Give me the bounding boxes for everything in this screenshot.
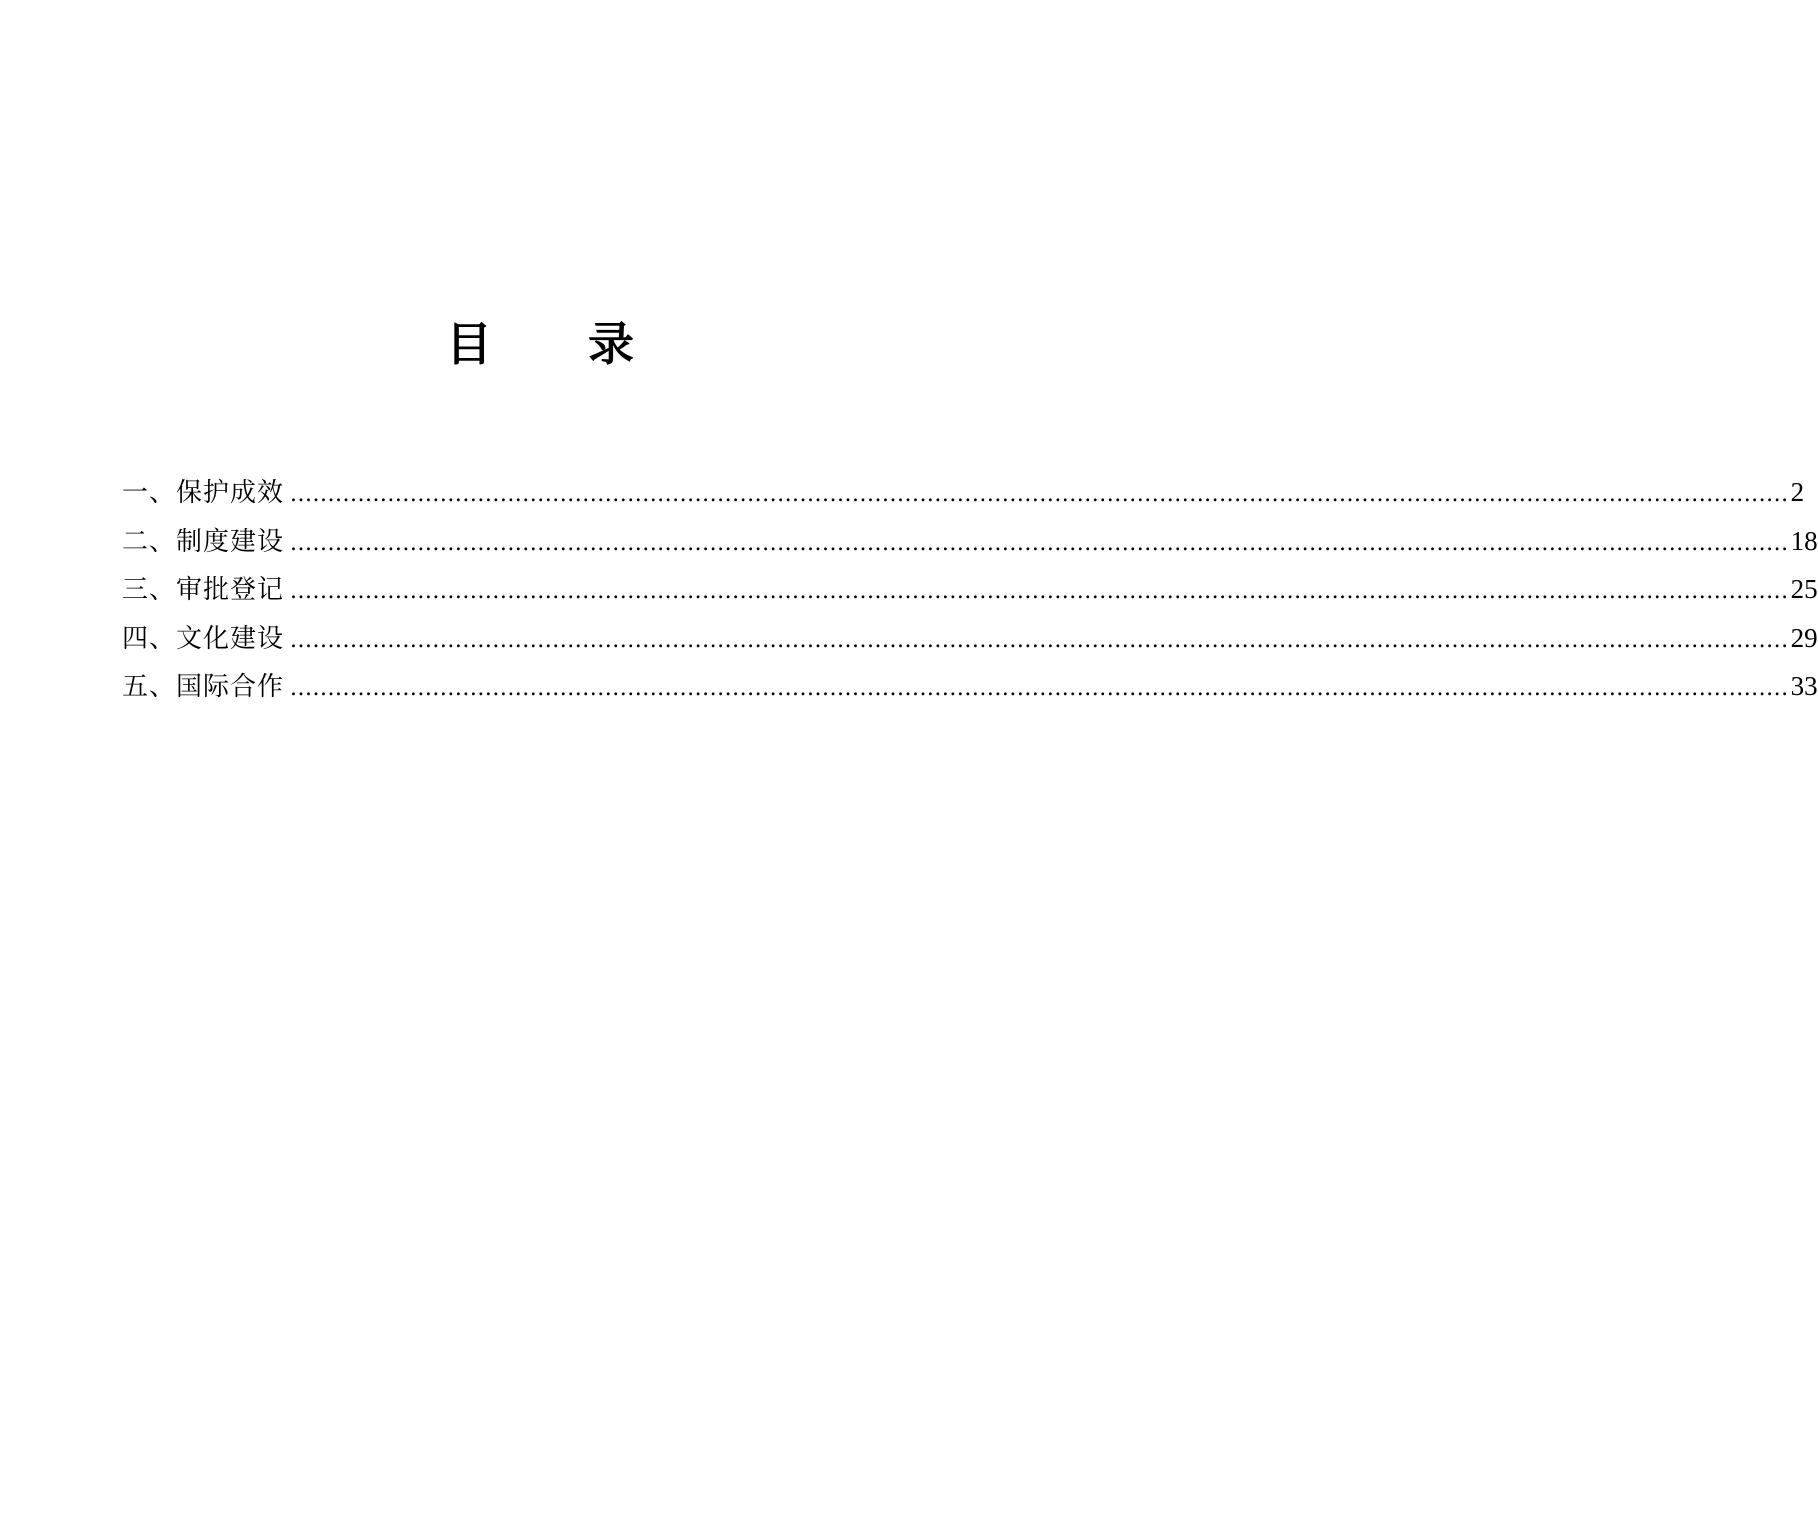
toc-entry-page: 29 [1790,622,1818,653]
toc-entry-page: 33 [1790,671,1818,701]
toc-entry-page: 25 [1790,574,1818,604]
toc-entry-label: 五、国际合作 [122,672,285,702]
toc-entry-4[interactable] [122,614,1818,663]
toc-entry-label: 三、审批登记 [122,575,285,605]
toc-leader-dots: ........................................................................................................................................................................................................ [290,627,1789,653]
toc-leader-dots: ........................................................................................................................................................................................................ [290,482,1789,507]
toc-entry-5[interactable] [122,662,1818,711]
toc-entry-1[interactable] [122,468,1805,517]
toc-entry-label: 四、文化建设 [122,623,285,654]
toc-entry-page: 18 [1790,525,1818,556]
toc-leader-dots: ........................................................................................................................................................................................................ [290,676,1789,701]
toc-entry-label: 二、制度建设 [122,526,285,557]
title-char-1: 目 [446,317,492,371]
toc-leader-dots: ........................................................................................................................................................................................................ [290,579,1789,604]
table-of-contents [122,468,1818,711]
toc-entry-2[interactable] [122,517,1818,566]
title-char-2: 录 [588,317,634,371]
page-title [0,312,1080,376]
toc-entry-label: 一、保护成效 [122,478,285,508]
toc-entry-page: 2 [1790,477,1805,507]
toc-entry-3[interactable] [122,565,1818,614]
toc-leader-dots: ........................................................................................................................................................................................................ [290,530,1789,556]
